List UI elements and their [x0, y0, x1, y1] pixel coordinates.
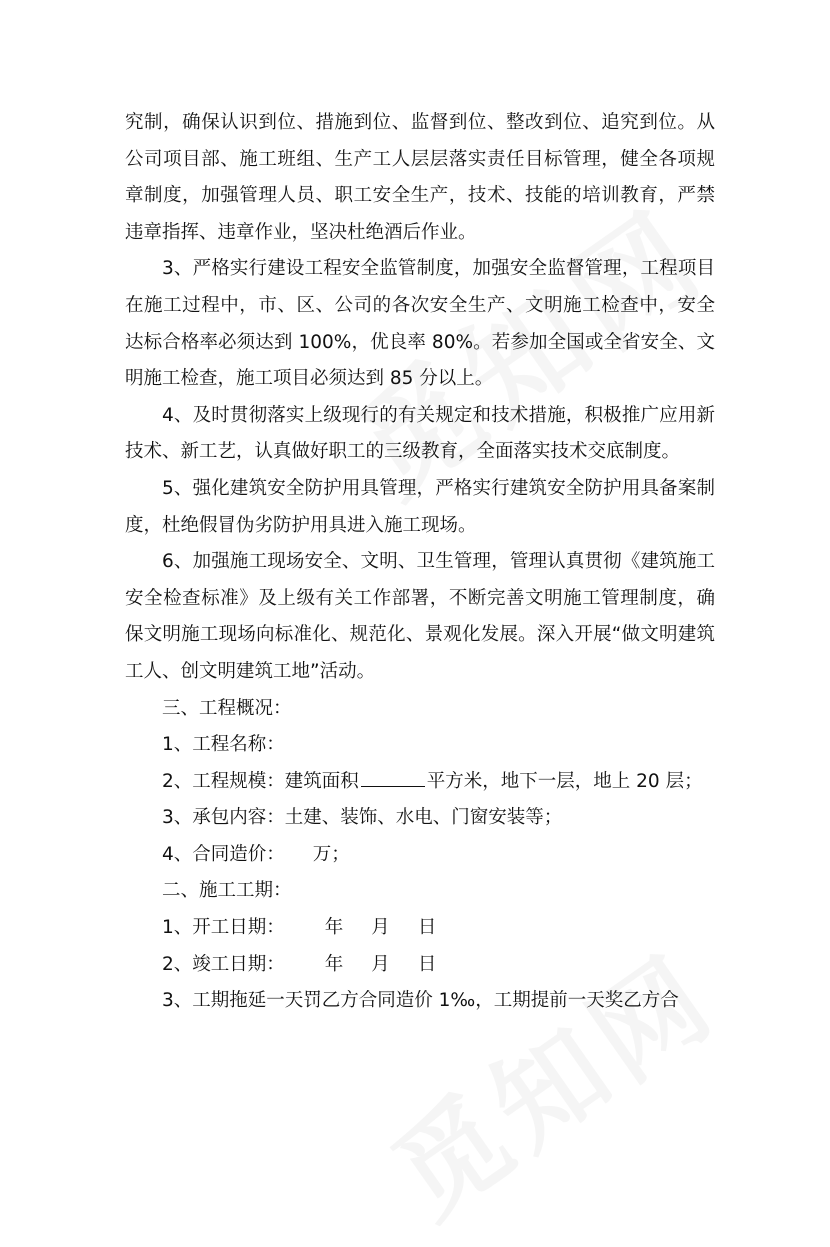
project-name-line: 1、工程名称： [162, 734, 285, 756]
month-label: 月 [371, 953, 390, 975]
penalty-line: 3、工期拖延一天罚乙方合同造价 1‰，工期提前一天奖乙方合 [162, 990, 679, 1012]
day-label: 日 [417, 953, 437, 975]
paragraph: 4、及时贯彻落实上级现行的有关规定和技术措施，积极推广应用新技术、新工艺，认真做好职工的三级教育，全面落实技术交底制度。 [125, 404, 715, 463]
year-label: 年 [324, 953, 344, 975]
price-unit: 万； [312, 843, 350, 865]
paragraph: 3、严格实行建设工程安全监管制度，加强安全监督管理，工程项目在施工过程中，市、区、公司的各次安全生产、文明施工检查中，安全达标合格率必须达到 100%，优良率 80%。若参加全国或全省安全、文明施工检查，施工项目必须达到 85 分以上。 [125, 258, 715, 390]
end-date-label: 2、竣工日期： [162, 953, 285, 975]
end-date-line [125, 947, 715, 984]
day-label: 日 [417, 917, 437, 939]
month-label: 月 [371, 917, 390, 939]
section-heading-schedule: 二、施工工期： [162, 880, 292, 902]
price-label: 4、合同造价： [162, 843, 285, 865]
scale-detail: 平方米，地下一层，地上 20 层； [426, 770, 703, 792]
start-date-label: 1、开工日期： [162, 917, 285, 939]
contract-price-line [125, 837, 715, 874]
paragraph: 6、加强施工现场安全、文明、卫生管理，管理认真贯彻《建筑施工安全检查标准》及上级有关工作部署，不断完善文明施工管理制度，确保文明施工现场向标准化、规范化、景观化发展。深入开展“做文明建筑工人、创文明建筑工地”活动。 [125, 551, 715, 682]
start-date-line [125, 910, 715, 947]
project-scale-line [125, 764, 715, 801]
paragraph: 5、强化建筑安全防护用具管理，严格实行建筑安全防护用具备案制度，杜绝假冒伪劣防护用具进入施工现场。 [125, 477, 715, 536]
area-blank [361, 770, 425, 787]
document-body [125, 105, 715, 1020]
year-label: 年 [324, 917, 344, 939]
section-heading-overview: 三、工程概况： [162, 697, 292, 719]
paragraph: 究制，确保认识到位、措施到位、监督到位、整改到位、追究到位。从公司项目部、施工班组、生产工人层层落实责任目标管理，健全各项规章制度，加强管理人员、职工安全生产，技术、技能的培训教育，严禁违章指挥、违章作业，坚决杜绝酒后作业。 [125, 112, 715, 243]
contract-scope-line: 3、承包内容：土建、装饰、水电、门窗安装等； [162, 807, 563, 829]
scale-label: 2、工程规模：建筑面积 [162, 770, 359, 792]
